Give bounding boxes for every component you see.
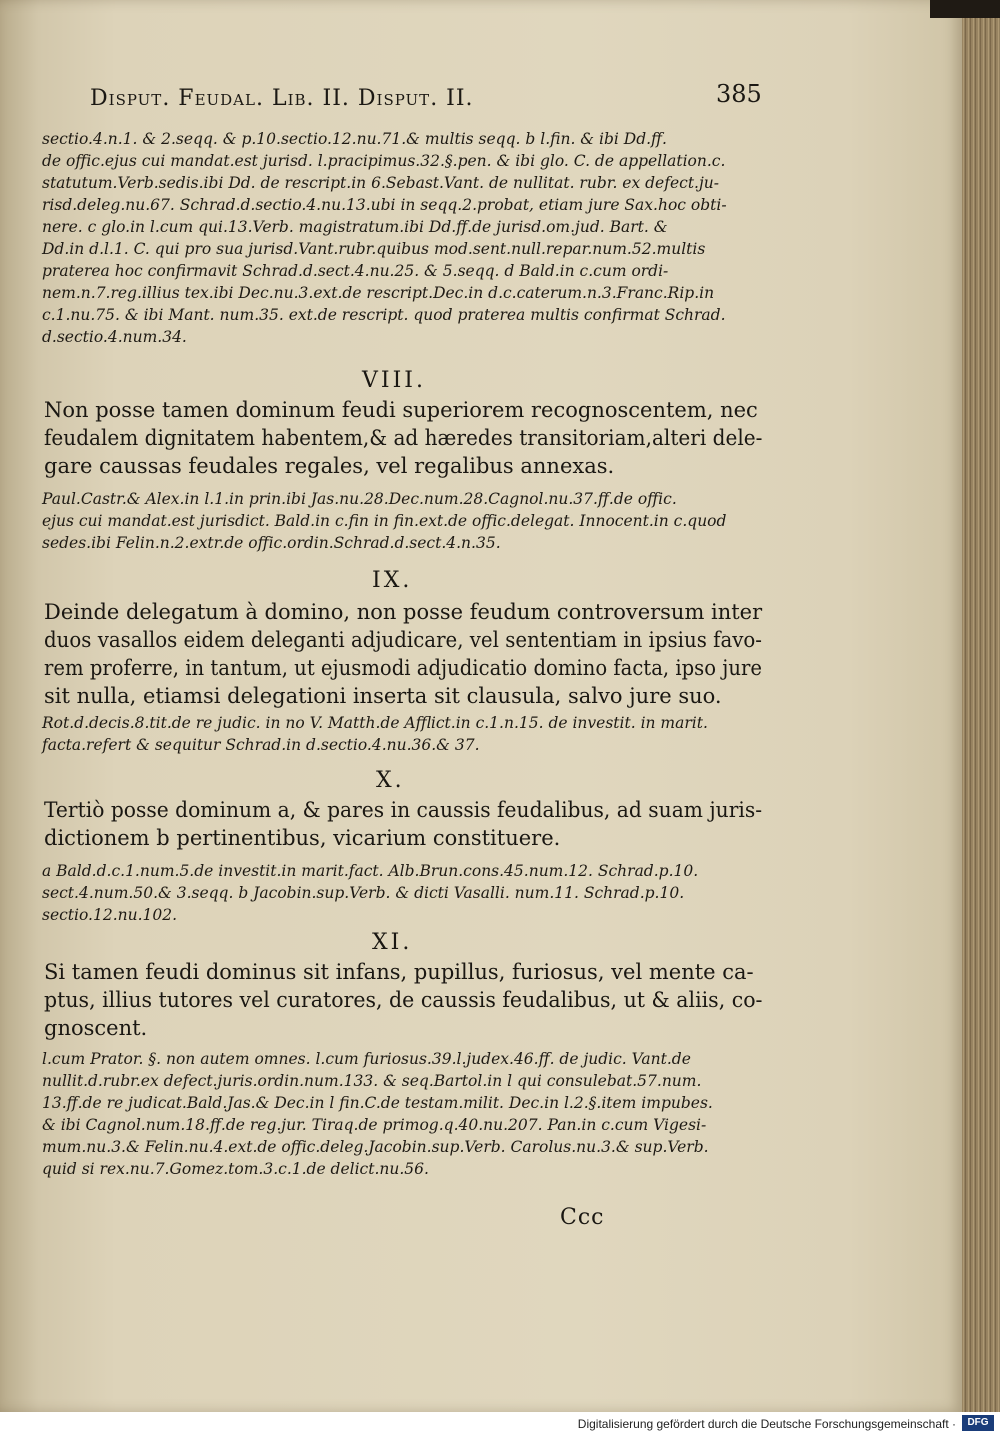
section-heading-xi: XI. xyxy=(372,930,413,955)
note-line: sectio.12.nu.102. xyxy=(42,906,178,924)
note-line: quid si rex.nu.7.Gomez.tom.3.c.1.de delict.nu.56. xyxy=(42,1160,429,1178)
footnote-block-x xyxy=(42,860,762,926)
page-edges xyxy=(962,0,1000,1412)
footnote-block-viii xyxy=(42,488,762,554)
note-line: nullit.d.rubr.ex defect.juris.ordin.num.133. & seq.Bartol.in l qui consulebat.57.num. xyxy=(42,1072,702,1090)
body-line: sit nulla, etiamsi delegationi inserta sit clausula, salvo jure suo. xyxy=(44,684,722,708)
note-line: statutum.Verb.sedis.ibi Dd. de rescript.in 6.Sebast.Vant. de nullitat. rubr. ex defect.ju- xyxy=(42,174,720,192)
footnote-block-ix xyxy=(42,712,762,756)
thesis-viii xyxy=(44,396,762,480)
note-line: nem.n.7.reg.illius tex.ibi Dec.nu.3.ext.de rescript.Dec.in d.c.caterum.n.3.Franc.Rip.in xyxy=(42,284,715,302)
body-line: duos vasallos eidem deleganti adjudicare, vel sententiam in ipsius favo- xyxy=(44,628,762,652)
note-line: de offic.ejus cui mandat.est jurisd. l.pracipimus.32.§.pen. & ibi glo. C. de appellation.c. xyxy=(42,152,726,170)
body-line: gnoscent. xyxy=(44,1016,148,1040)
body-line: feudalem dignitatem habentem,& ad hæredes transitoriam,alteri dele- xyxy=(44,426,763,450)
dfg-credit[interactable]: Digitalisierung gefördert durch die Deutsche Forschungsgemeinschaft · xyxy=(577,1417,956,1431)
note-line: c.1.nu.75. & ibi Mant. num.35. ext.de rescript. quod praterea multis confirmat Schrad. xyxy=(42,306,726,324)
body-line: gare caussas feudales regales, vel regalibus annexas. xyxy=(44,454,615,478)
body-line: Deinde delegatum à domino, non posse feudum controversum inter xyxy=(44,600,763,624)
running-head: Disput. Feudal. Lib. II. Disput. II. xyxy=(90,86,474,111)
note-line: l.cum Prator. §. non autem omnes. l.cum furiosus.39.l.judex.46.ff. de judic. Vant.de xyxy=(42,1050,691,1068)
thesis-xi xyxy=(44,958,762,1042)
body-line: Si tamen feudi dominus sit infans, pupillus, furiosus, vel mente ca- xyxy=(44,960,754,984)
dfg-logo: DFG xyxy=(962,1415,994,1431)
signature-mark: Ccc xyxy=(560,1205,605,1230)
note-line: nere. c glo.in l.cum qui.13.Verb. magistratum.ibi Dd.ff.de jurisd.om.jud. Bart. & xyxy=(42,218,668,236)
footnote-block-xi xyxy=(42,1048,762,1180)
section-heading-x: X. xyxy=(376,768,405,793)
body-line: ptus, illius tutores vel curatores, de caussis feudalibus, ut & aliis, co- xyxy=(44,988,763,1012)
note-line: Paul.Castr.& Alex.in l.1.in prin.ibi Jas.nu.28.Dec.num.28.Cagnol.nu.37.ff.de offic. xyxy=(42,490,677,508)
note-line: & ibi Cagnol.num.18.ff.de reg.jur. Tiraq.de primog.q.40.nu.207. Pan.in c.cum Vigesi- xyxy=(42,1116,707,1134)
note-line: risd.deleg.nu.67. Schrad.d.sectio.4.nu.13.ubi in seqq.2.probat, etiam jure Sax.hoc obti- xyxy=(42,196,727,214)
body-line: rem proferre, in tantum, ut ejusmodi adjudicatio domino facta, ipso jure xyxy=(44,656,762,680)
body-line: Tertiò posse dominum a, & pares in caussis feudalibus, ad suam juris- xyxy=(44,798,763,822)
note-line: sedes.ibi Felin.n.2.extr.de offic.ordin.Schrad.d.sect.4.n.35. xyxy=(42,534,501,552)
note-line: ejus cui mandat.est jurisdict. Bald.in c.fin in fin.ext.de offic.delegat. Innocent.in c.quod xyxy=(42,512,727,530)
note-line: a Bald.d.c.1.num.5.de investit.in marit.fact. Alb.Brun.cons.45.num.12. Schrad.p.10. xyxy=(42,862,699,880)
page-number: 385 xyxy=(716,80,762,108)
note-line: sect.4.num.50.& 3.seqq. b Jacobin.sup.Verb. & dicti Vasalli. num.11. Schrad.p.10. xyxy=(42,884,685,902)
note-line: praterea hoc confirmavit Schrad.d.sect.4.nu.25. & 5.seqq. d Bald.in c.cum ordi- xyxy=(42,262,669,280)
section-heading-ix: IX. xyxy=(372,568,413,593)
scan-corner xyxy=(930,0,1000,18)
note-line: Rot.d.decis.8.tit.de re judic. in no V. Matth.de Afflict.in c.1.n.15. de investit. in marit. xyxy=(42,714,708,732)
section-heading-viii: VIII. xyxy=(362,368,426,393)
body-line: Non posse tamen dominum feudi superiorem recognoscentem, nec xyxy=(44,398,758,422)
thesis-x xyxy=(44,796,762,852)
note-line: sectio.4.n.1. & 2.seqq. & p.10.sectio.12.nu.71.& multis seqq. b l.fin. & ibi Dd.ff. xyxy=(42,130,667,148)
footnote-block-1 xyxy=(42,128,762,348)
note-line: facta.refert & sequitur Schrad.in d.sectio.4.nu.36.& 37. xyxy=(42,736,480,754)
note-line: mum.nu.3.& Felin.nu.4.ext.de offic.deleg.Jacobin.sup.Verb. Carolus.nu.3.& sup.Verb. xyxy=(42,1138,709,1156)
note-line: Dd.in d.l.1. C. qui pro sua jurisd.Vant.rubr.quibus mod.sent.null.repar.num.52.multis xyxy=(42,240,706,258)
body-line: dictionem b pertinentibus, vicarium constituere. xyxy=(44,826,561,850)
thesis-ix xyxy=(44,598,762,710)
note-line: 13.ff.de re judicat.Bald.Jas.& Dec.in l fin.C.de testam.milit. Dec.in l.2.§.item impubes. xyxy=(42,1094,713,1112)
note-line: d.sectio.4.num.34. xyxy=(42,328,187,346)
